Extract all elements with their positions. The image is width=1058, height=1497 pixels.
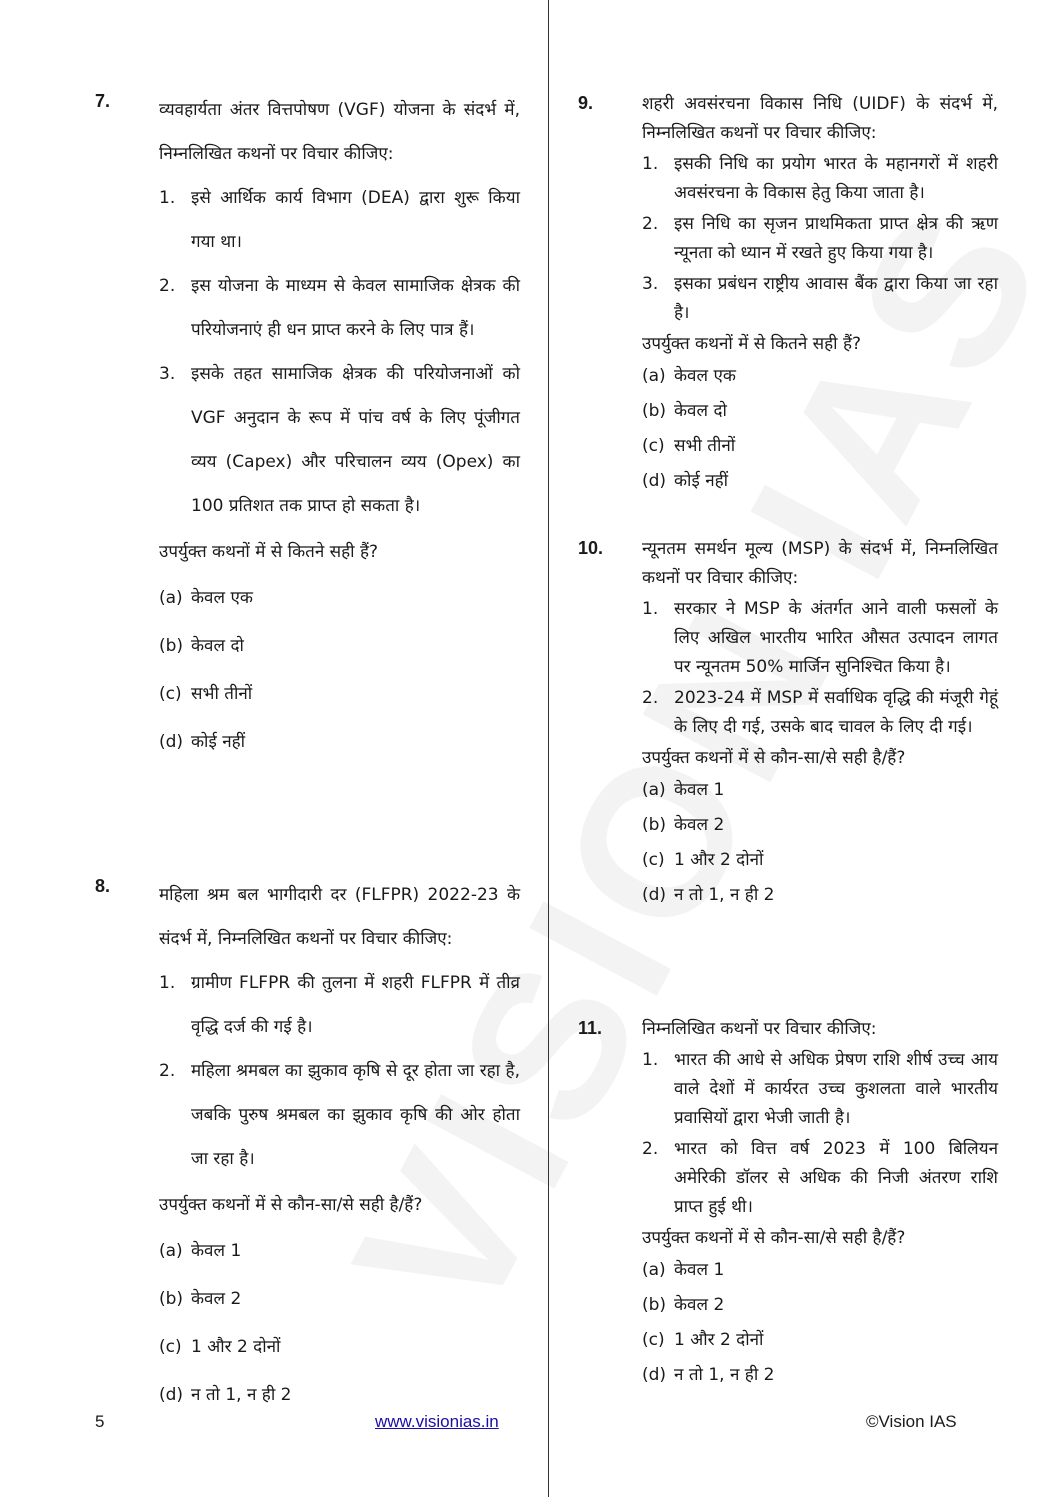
option-text: केवल 2: [191, 1289, 242, 1309]
option-a[interactable]: [159, 574, 520, 622]
option-d[interactable]: [159, 718, 520, 766]
option-label: (a): [642, 780, 666, 800]
option-b[interactable]: [159, 622, 520, 670]
question-number: 8.: [95, 876, 111, 896]
question-stem: व्यवहार्यता अंतर वित्तपोषण (VGF) योजना के संदर्भ में, निम्नलिखित कथनों पर विचार कीजिए:: [159, 100, 520, 164]
option-text: केवल 1: [674, 1260, 725, 1280]
option-c[interactable]: [159, 1323, 520, 1371]
option-d[interactable]: [642, 878, 998, 913]
right-column: [578, 90, 998, 1393]
question-number: 9.: [578, 93, 594, 113]
question-stem: न्यूनतम समर्थन मूल्य (MSP) के संदर्भ में, निम्नलिखित कथनों पर विचार कीजिए:: [642, 539, 998, 588]
option-label: (d): [642, 471, 667, 491]
option-label: (a): [159, 1241, 183, 1261]
statement-text: भारत को वित्त वर्ष 2023 में 100 बिलियन अमेरिकी डॉलर से अधिक की निजी अंतरण राशि प्राप्त हुई थी।: [674, 1139, 998, 1217]
option-text: केवल 2: [674, 815, 725, 835]
question-prompt: उपर्युक्त कथनों में से कौन-सा/से सही है/हैं?: [642, 748, 906, 768]
option-text: सभी तीनों: [191, 684, 253, 704]
question-stem: महिला श्रम बल भागीदारी दर (FLFPR) 2022-23 के संदर्भ में, निम्नलिखित कथनों पर विचार कीजिए:: [159, 885, 520, 949]
option-label: (b): [159, 636, 184, 656]
option-label: (a): [642, 1260, 666, 1280]
option-text: केवल दो: [674, 401, 727, 421]
option-c[interactable]: [642, 429, 998, 464]
question-body: [642, 1015, 998, 1393]
website-link[interactable]: www.visionias.in: [375, 1412, 499, 1431]
column-divider: [548, 0, 549, 1497]
statement-text: ग्रामीण FLFPR की तुलना में शहरी FLFPR में तीव्र वृद्धि दर्ज की गई है।: [191, 973, 520, 1037]
statement-text: इस योजना के माध्यम से केवल सामाजिक क्षेत्रक की परियोजनाएं ही धन प्राप्त करने के लिए पात्र हैं।: [191, 276, 520, 340]
statement-text: भारत की आधे से अधिक प्रेषण राशि शीर्ष उच्च आय वाले देशों में कार्यरत उच्च कुशलता वाले भारतीय प्रवासियों द्वारा भेजी जाती है।: [674, 1050, 998, 1128]
question-prompt: उपर्युक्त कथनों में से कौन-सा/से सही है/हैं?: [642, 1228, 906, 1248]
option-text: केवल 2: [674, 1295, 725, 1315]
left-column: [95, 88, 520, 1419]
statement: [159, 961, 520, 1049]
statement-text: महिला श्रमबल का झुकाव कृषि से दूर होता जा रहा है, जबकि पुरुष श्रमबल का झुकाव कृषि की ओर होता जा रहा है।: [191, 1061, 520, 1169]
option-text: सभी तीनों: [674, 436, 736, 456]
option-label: (a): [642, 366, 666, 386]
statement: [159, 1049, 520, 1181]
statement: [642, 684, 998, 742]
option-label: (d): [642, 885, 667, 905]
statement-text: इस निधि का सृजन प्राथमिकता प्राप्त क्षेत्र की ऋण न्यूनता को ध्यान में रखते हुए किया गया है।: [674, 214, 998, 263]
option-b[interactable]: [642, 394, 998, 429]
statement-text: सरकार ने MSP के अंतर्गत आने वाली फसलों के लिए अखिल भारतीय भारित औसत उत्पादन लागत पर न्यूनतम 50% मार्जिन सुनिश्चित किया है।: [674, 599, 998, 677]
option-text: 1 और 2 दोनों: [674, 850, 764, 870]
question-8: [95, 873, 520, 1419]
option-text: 1 और 2 दोनों: [191, 1337, 281, 1357]
question-stem: शहरी अवसंरचना विकास निधि (UIDF) के संदर्भ में, निम्नलिखित कथनों पर विचार कीजिए:: [642, 94, 998, 143]
statement: [642, 1046, 998, 1133]
option-c[interactable]: [642, 1323, 998, 1358]
option-b[interactable]: [642, 808, 998, 843]
statement: [642, 150, 998, 208]
statement-text: इसके तहत सामाजिक क्षेत्रक की परियोजनाओं को VGF अनुदान के रूप में पांच वर्ष के लिए पूंजीगत व्यय (Capex) और परिचालन व्यय (Opex) का 100 प्रतिशत तक प्राप्त हो सकता है।: [191, 364, 520, 516]
option-a[interactable]: [159, 1227, 520, 1275]
question-body: [159, 88, 520, 766]
question-11: [578, 1015, 998, 1393]
statement: [159, 264, 520, 352]
statement-number: 2.: [159, 1061, 176, 1081]
option-label: (c): [642, 1330, 665, 1350]
option-text: केवल एक: [191, 588, 253, 608]
option-text: न तो 1, न ही 2: [674, 885, 775, 905]
option-a[interactable]: [642, 773, 998, 808]
question-number: 10.: [578, 538, 604, 558]
option-label: (b): [642, 401, 667, 421]
statement-number: 1.: [642, 154, 659, 174]
statement-text: इसे आर्थिक कार्य विभाग (DEA) द्वारा शुरू किया गया था।: [191, 188, 520, 252]
option-b[interactable]: [159, 1275, 520, 1323]
question-9: [578, 90, 998, 535]
option-label: (d): [159, 1385, 184, 1405]
option-text: कोई नहीं: [674, 471, 729, 491]
statement-number: 3.: [642, 274, 659, 294]
statement-number: 2.: [642, 1139, 659, 1159]
statement: [642, 1135, 998, 1222]
question-number: 11.: [578, 1018, 603, 1038]
option-d[interactable]: [642, 464, 998, 499]
question-body: [642, 90, 998, 499]
copyright: ©Vision IAS: [866, 1412, 957, 1431]
statement: [642, 270, 998, 328]
question-body: [642, 535, 998, 913]
option-label: (d): [159, 732, 184, 752]
statement: [642, 210, 998, 268]
option-label: (c): [159, 1337, 182, 1357]
option-b[interactable]: [642, 1288, 998, 1323]
statement-text: इसकी निधि का प्रयोग भारत के महानगरों में शहरी अवसंरचना के विकास हेतु किया जाता है।: [674, 154, 998, 203]
statement-number: 1.: [642, 599, 659, 619]
statement: [642, 595, 998, 682]
statement: [159, 352, 520, 528]
statement-number: 1.: [642, 1050, 659, 1070]
option-d[interactable]: [642, 1358, 998, 1393]
option-text: न तो 1, न ही 2: [191, 1385, 292, 1405]
option-text: 1 और 2 दोनों: [674, 1330, 764, 1350]
statement-text: इसका प्रबंधन राष्ट्रीय आवास बैंक द्वारा किया जा रहा है।: [674, 274, 998, 323]
question-7: [95, 88, 520, 813]
option-text: केवल दो: [191, 636, 244, 656]
statement-number: 2.: [642, 688, 659, 708]
question-prompt: उपर्युक्त कथनों में से कितने सही हैं?: [642, 334, 862, 354]
option-a[interactable]: [642, 1253, 998, 1288]
statement: [159, 176, 520, 264]
option-text: केवल 1: [191, 1241, 242, 1261]
option-label: (c): [159, 684, 182, 704]
statement-number: 1.: [159, 188, 176, 208]
question-prompt: उपर्युक्त कथनों में से कितने सही हैं?: [159, 542, 379, 562]
statement-number: 3.: [159, 364, 176, 384]
question-stem: निम्नलिखित कथनों पर विचार कीजिए:: [642, 1019, 877, 1039]
option-label: (a): [159, 588, 183, 608]
option-label: (d): [642, 1365, 667, 1385]
option-text: केवल एक: [674, 366, 736, 386]
option-text: कोई नहीं: [191, 732, 246, 752]
statement-number: 2.: [642, 214, 659, 234]
statement-number: 1.: [159, 973, 176, 993]
statement-text: 2023-24 में MSP में सर्वाधिक वृद्धि की मंजूरी गेहूं के लिए दी गई, उसके बाद चावल के लिए दी गई।: [674, 688, 998, 737]
option-text: केवल 1: [674, 780, 725, 800]
option-text: न तो 1, न ही 2: [674, 1365, 775, 1385]
statement-number: 2.: [159, 276, 176, 296]
option-label: (c): [642, 436, 665, 456]
page-number: 5: [95, 1412, 105, 1431]
question-prompt: उपर्युक्त कथनों में से कौन-सा/से सही है/हैं?: [159, 1195, 423, 1215]
question-number: 7.: [95, 91, 111, 111]
option-c[interactable]: [159, 670, 520, 718]
option-c[interactable]: [642, 843, 998, 878]
question-body: [159, 873, 520, 1419]
option-label: (b): [642, 815, 667, 835]
option-label: (b): [642, 1295, 667, 1315]
option-label: (b): [159, 1289, 184, 1309]
option-a[interactable]: [642, 359, 998, 394]
option-label: (c): [642, 850, 665, 870]
question-10: [578, 535, 998, 1015]
